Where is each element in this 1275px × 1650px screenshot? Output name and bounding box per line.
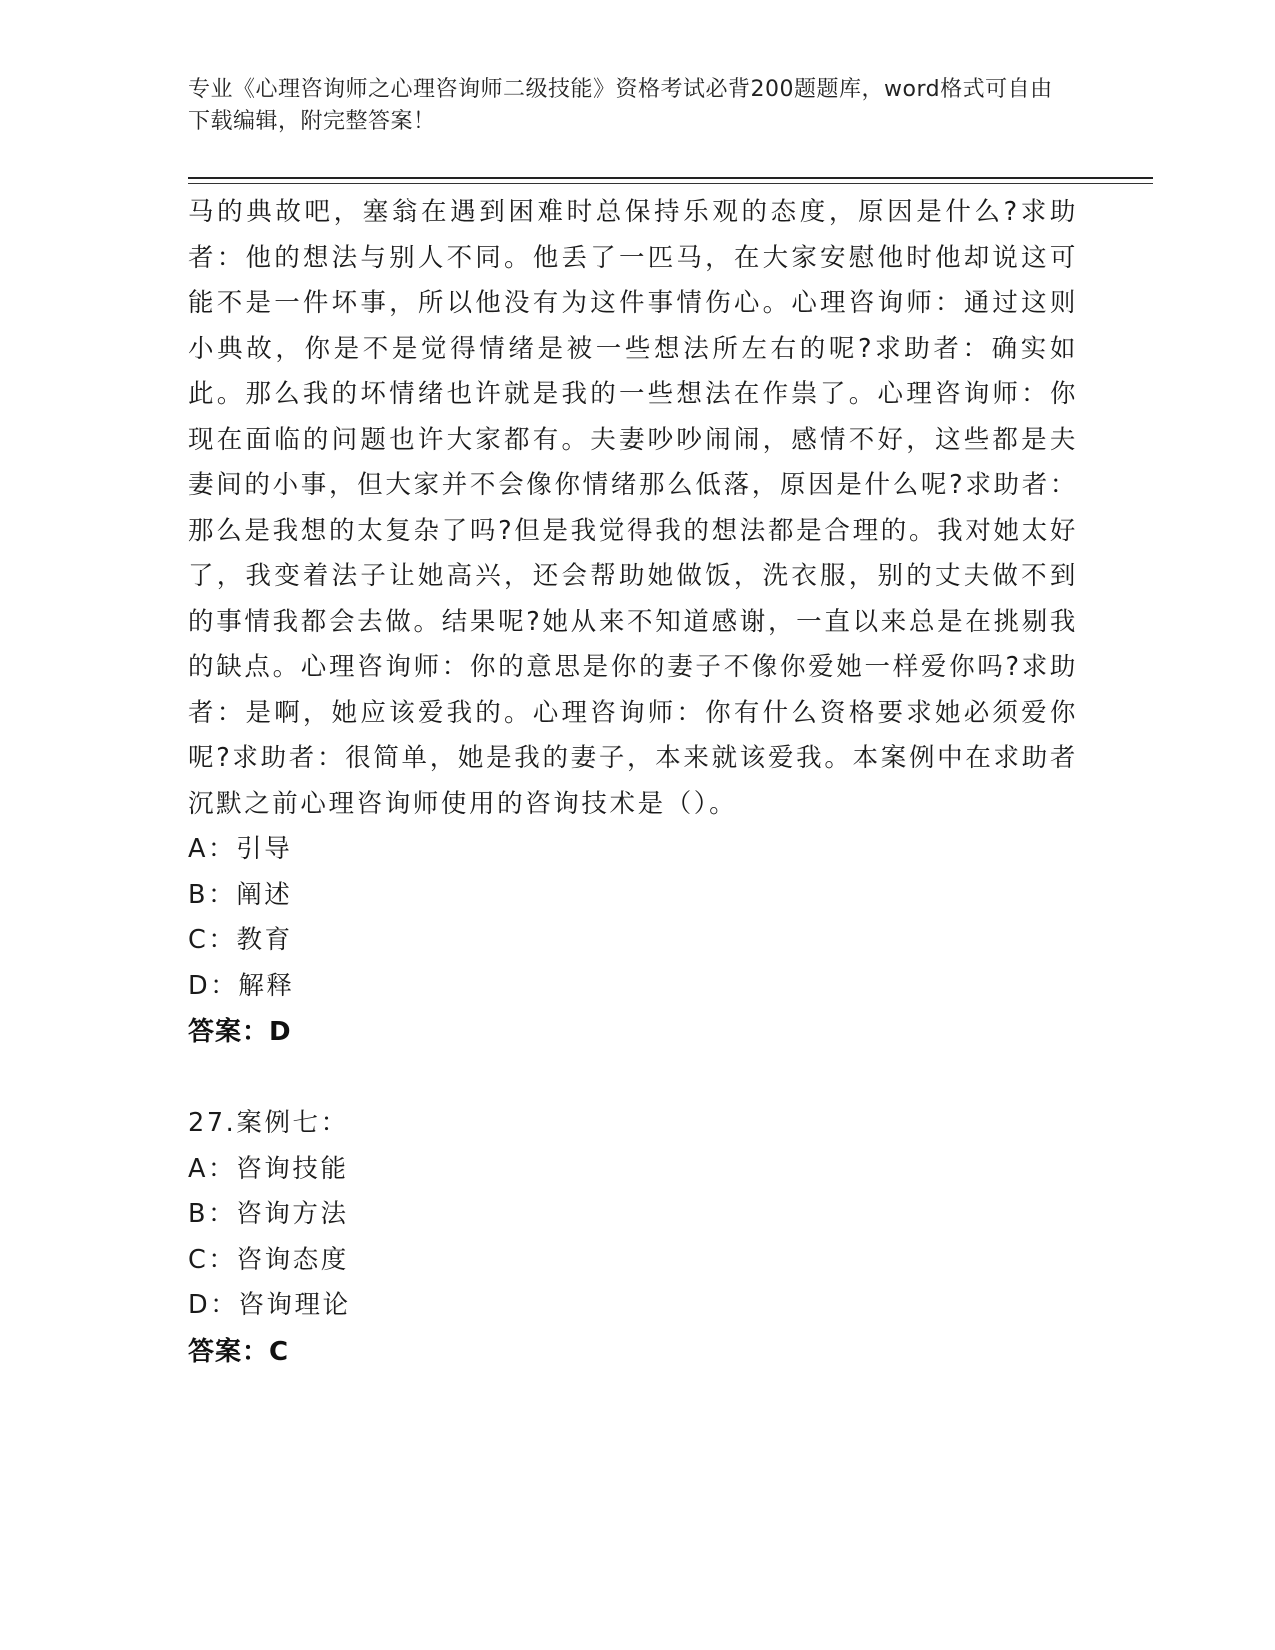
question-27-option-c: C：咨询态度 bbox=[188, 1244, 349, 1275]
question-26-option-a: A：引导 bbox=[188, 834, 293, 864]
question-27-stem: 27.案例七： bbox=[188, 1108, 349, 1138]
question-spacer bbox=[188, 1055, 1078, 1101]
question-27-option-b: B：咨询方法 bbox=[188, 1199, 349, 1229]
question-26-option-d: D：解释 bbox=[188, 970, 295, 1001]
question-26-answer: 答案：D bbox=[188, 1017, 292, 1047]
question-26-stem: 马的典故吧，塞翁在遇到困难时总保持乐观的态度，原因是什么?求助者：他的想法与别人不同。他丢了一匹马，在大家安慰他时他却说这可能不是一件坏事，所以他没有为这件事情伤心。心理咨询师：通过这则小典故，你是不是觉得情绪是被一些想法所左右的呢?求助者：确实如此。那么我的坏情绪也许就是我的一些想法在作祟了。心理咨询师：你现在面临的问题也许大家都有。夫妻吵吵闹闹，感情不好，这些都是夫妻间的小事，但大家并不会像你情绪那么低落，原因是什么呢?求助者：那么是我想的太复杂了吗?但是我觉得我的想法都是合理的。我对她太好了，我变着法子让她高兴，还会帮助她做饭，洗衣服，别的丈夫做不到的事情我都会去做。结果呢?她从来不知道感谢，一直以来总是在挑剔我的缺点。心理咨询师：你的意思是你的妻子不像你爱她一样爱你吗?求助者：是啊，她应该爱我的。心理咨询师：你有什么资格要求她必须爱你呢?求助者：很简单，她是我的妻子，本来就该爱我。本案例中在求助者沉默之前心理咨询师使用的咨询技术是（）。 bbox=[188, 197, 1078, 819]
page-content bbox=[188, 190, 1078, 1375]
header-rule-thin bbox=[188, 183, 1153, 184]
question-27-answer: 答案：C bbox=[188, 1336, 290, 1367]
question-27-option-d: D：咨询理论 bbox=[188, 1290, 351, 1320]
header-rule-thick bbox=[188, 177, 1153, 179]
question-26-option-c: C：教育 bbox=[188, 925, 293, 955]
question-27-option-a: A：咨询技能 bbox=[188, 1153, 349, 1184]
document-header: 专业《心理咨询师之心理咨询师二级技能》资格考试必背200题题库，word格式可自由下载编辑，附完整答案！ bbox=[188, 77, 1053, 134]
question-26-option-b: B：阐述 bbox=[188, 879, 293, 910]
